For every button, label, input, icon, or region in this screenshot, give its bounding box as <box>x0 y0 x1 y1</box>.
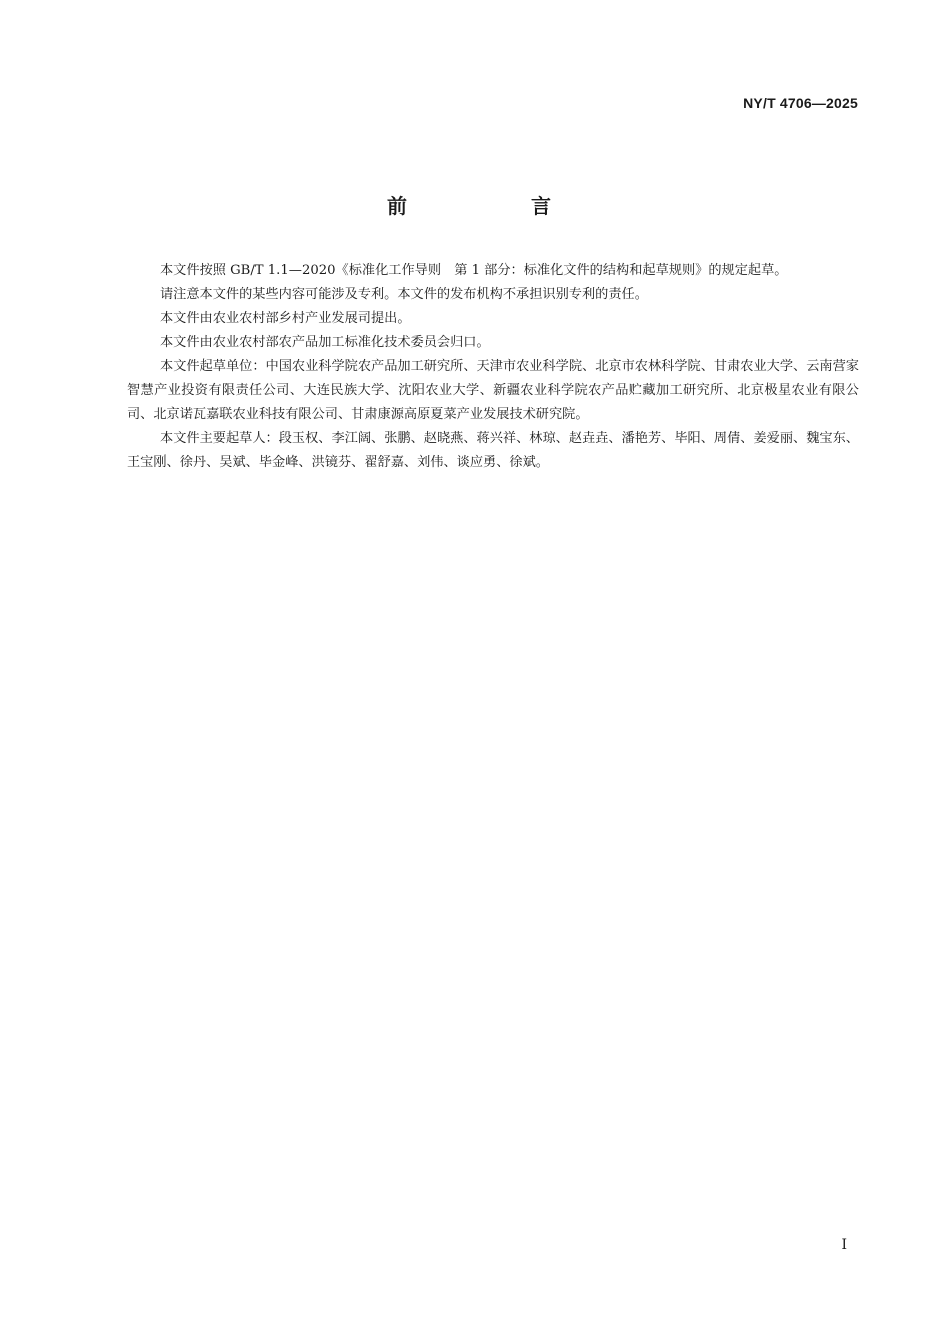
page-title: 前 言 <box>387 194 603 218</box>
standard-code: NY/T 4706—2025 <box>743 95 858 111</box>
foreword-body <box>127 259 859 475</box>
page-number: I <box>841 1237 847 1253</box>
paragraph-proposer: 本文件由农业农村部乡村产业发展司提出。 <box>160 311 411 326</box>
paragraph-patent-notice: 请注意本文件的某些内容可能涉及专利。本文件的发布机构不承担识别专利的责任。 <box>160 287 648 302</box>
paragraph-drafting-rules: 本文件按照 GB/T 1.1—2020《标准化工作导则 第 1 部分：标准化文件的结构和起草规则》的规定起草。 <box>160 263 788 278</box>
paragraph-centralized-by: 本文件由农业农村部农产品加工标准化技术委员会归口。 <box>160 335 490 350</box>
paragraph-drafting-units: 本文件起草单位：中国农业科学院农产品加工研究所、天津市农业科学院、北京市农林科学院、甘肃农业大学、云南营家智慧产业投资有限责任公司、大连民族大学、沈阳农业大学、新疆农业科学院农产品贮藏加工研究所、北京极星农业有限公司、北京诺瓦嘉联农业科技有限公司、甘肃康源高原夏菜产业发展技术研究院。 <box>127 359 859 422</box>
paragraph-main-drafters: 本文件主要起草人：段玉权、李江阔、张鹏、赵晓燕、蒋兴祥、林琼、赵垚垚、潘艳芳、毕阳、周倩、姜爱丽、魏宝东、王宝刚、徐丹、吴斌、毕金峰、洪镜芬、翟舒嘉、刘伟、谈应勇、徐斌。 <box>127 431 859 470</box>
